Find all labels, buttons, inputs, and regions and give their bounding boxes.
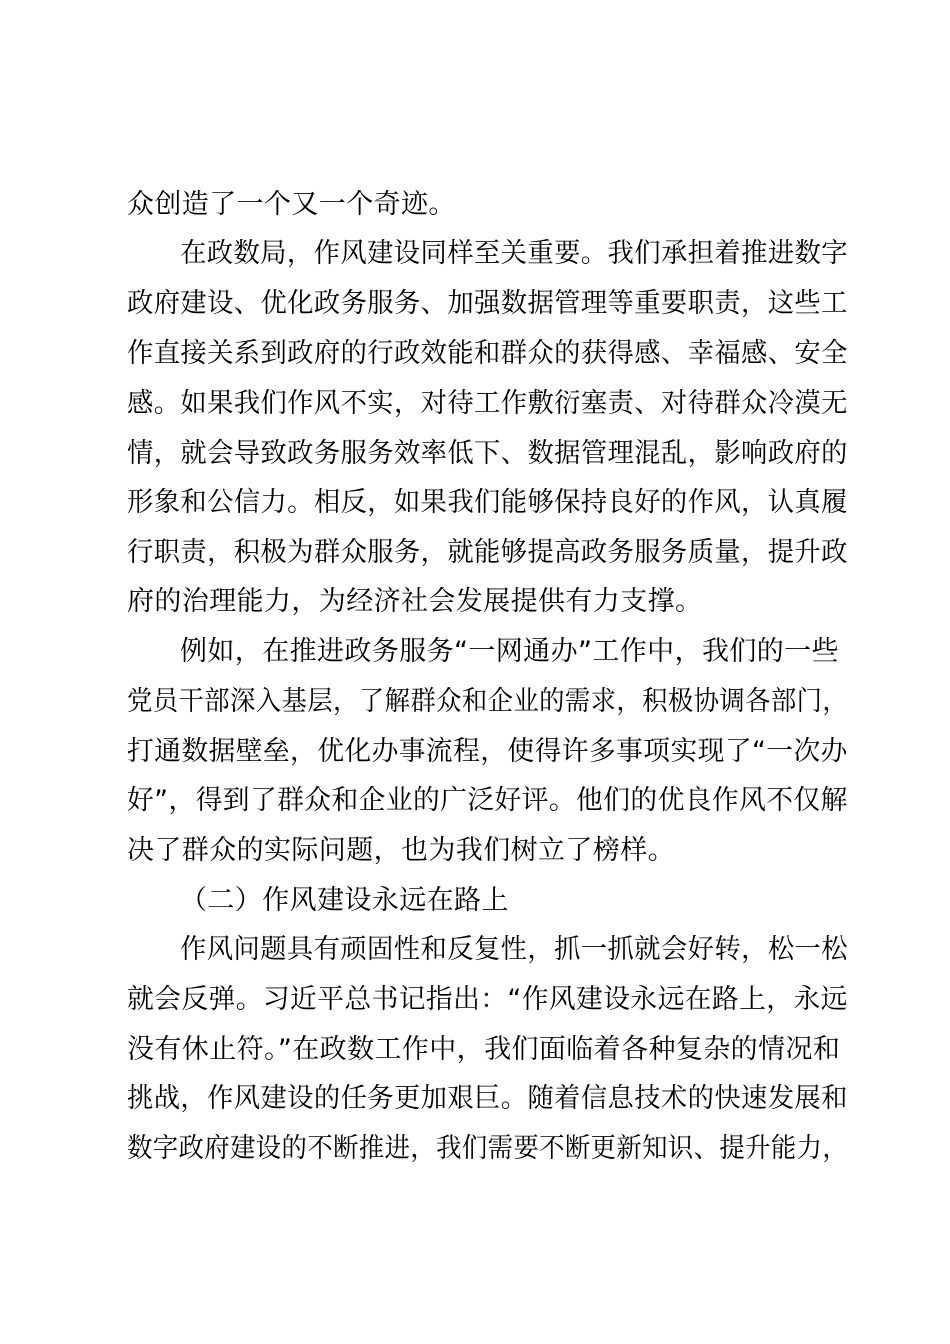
text-line: 形象和公信力。相反，如果我们能够保持良好的作风，认真履 xyxy=(127,487,848,518)
text-line: 作直接关系到政府的行政效能和群众的获得感、幸福感、安全 xyxy=(127,338,848,369)
paragraph-first-line: 例如，在推进政务服务“一网通办”工作中，我们的一些 xyxy=(180,636,839,667)
text-line: 数字政府建设的不断推进，我们需要不断更新知识、提升能力， xyxy=(127,1133,849,1164)
text-line: 情，就会导致政务服务效率低下、数据管理混乱，影响政府的 xyxy=(127,438,848,469)
text-line: 好”，得到了群众和企业的广泛好评。他们的优良作风不仅解 xyxy=(127,785,848,816)
text-line: 众创造了一个又一个奇迹。 xyxy=(127,189,456,220)
text-line: 打通数据壁垒，优化办事流程，使得许多事项实现了“一次办 xyxy=(127,736,848,767)
text-line: 决了群众的实际问题，也为我们树立了榜样。 xyxy=(127,835,675,866)
text-line: 挑战，作风建设的任务更加艰巨。随着信息技术的快速发展和 xyxy=(127,1083,848,1114)
text-line: 没有休止符。”在政数工作中，我们面临着各种复杂的情况和 xyxy=(127,1034,841,1065)
section-heading: （二）作风建设永远在路上 xyxy=(180,885,509,916)
text-line: 府的治理能力，为经济社会发展提供有力支撑。 xyxy=(127,586,703,617)
text-line: 就会反弹。习近平总书记指出：“作风建设永远在路上，永远 xyxy=(127,984,848,1015)
paragraph-first-line: 在政数局，作风建设同样至关重要。我们承担着推进数字 xyxy=(180,238,848,269)
text-line: 行职责，积极为群众服务，就能够提高政务服务质量，提升政 xyxy=(127,537,848,568)
text-line: 感。如果我们作风不实，对待工作敷衍塞责、对待群众冷漠无 xyxy=(127,388,848,419)
paragraph-first-line: 作风问题具有顽固性和反复性，抓一抓就会好转，松一松 xyxy=(180,934,848,965)
text-line: 政府建设、优化政务服务、加强数据管理等重要职责，这些工 xyxy=(127,288,848,319)
text-line: 党员干部深入基层，了解群众和企业的需求，积极协调各部门， xyxy=(127,686,849,717)
